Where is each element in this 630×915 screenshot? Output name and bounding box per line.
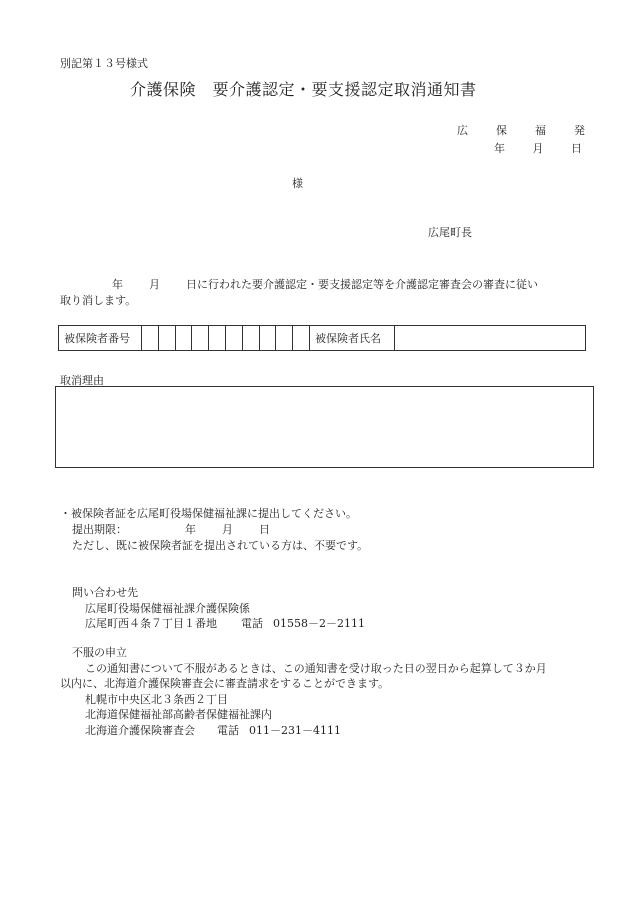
- insured-number-digit-cell[interactable]: [276, 326, 293, 350]
- reason-label: 取消理由: [60, 374, 104, 387]
- body-text-line2: 取り消します。: [60, 294, 137, 307]
- appeal-dept: 北海道保健福祉部高齢者保健福祉課内: [85, 708, 272, 721]
- contact-heading: 問い合わせ先: [72, 586, 138, 599]
- body-date-month: 月: [149, 278, 160, 291]
- notice-line1: ・被保険者証を広尾町役場保健福祉課に提出してください。: [60, 507, 357, 520]
- contact-section: [72, 585, 365, 632]
- appeal-org-line: [60, 723, 389, 739]
- insured-number-digit-cell[interactable]: [192, 326, 209, 350]
- appeal-text2: 以内に、北海道介護保険審査会に審査請求をすることができます。: [60, 677, 390, 690]
- reason-field[interactable]: [55, 386, 594, 468]
- insured-number-digit-cell[interactable]: [209, 326, 226, 350]
- issuer-name: 広尾町長: [428, 226, 472, 239]
- appeal-org: 北海道介護保険審査会: [85, 723, 195, 737]
- insured-number-digit-cell[interactable]: [226, 326, 243, 350]
- appeal-heading: 不服の申立: [72, 646, 127, 659]
- body-text-line1: [60, 276, 538, 292]
- deadline-day: 日: [259, 523, 270, 536]
- issue-number-char: 広: [457, 124, 468, 137]
- insured-number-label: 被保険者番号: [59, 326, 142, 350]
- contact-phone: 01558－2－2111: [273, 617, 365, 630]
- appeal-continued: [60, 676, 389, 738]
- form-id: 別記第１３号様式: [60, 57, 148, 70]
- insured-number-digit-cell[interactable]: [176, 326, 193, 350]
- appeal-section: [72, 645, 547, 676]
- contact-dept: 広尾町役場保健福祉課介護保険係: [85, 601, 250, 615]
- issue-number: [457, 122, 585, 138]
- appeal-address: 札幌市中央区北３条西２丁目: [85, 692, 228, 706]
- insured-number-digit-cell[interactable]: [260, 326, 277, 350]
- deadline-year: 年: [185, 523, 196, 536]
- contact-phone-label: 電話: [241, 617, 263, 630]
- issue-date: [494, 140, 582, 156]
- body-text-rest: 日に行われた要介護認定・要支援認定等を介護認定審査会の審査に従い: [186, 278, 538, 291]
- appeal-phone: 011－231－4111: [249, 723, 341, 737]
- deadline-month: 月: [222, 523, 233, 536]
- insured-number-digit-cell[interactable]: [142, 326, 159, 350]
- appeal-phone-label: 電話: [217, 723, 239, 737]
- insured-number-digit-cell[interactable]: [243, 326, 260, 350]
- issue-number-char: 発: [574, 124, 585, 137]
- insured-info-table: [58, 325, 586, 351]
- insured-number-digit-cell[interactable]: [159, 326, 176, 350]
- deadline-label: 提出期限：: [72, 523, 127, 536]
- issue-number-char: 保: [496, 124, 507, 137]
- deadline-line: [60, 522, 368, 538]
- issue-date-day: 日: [571, 142, 582, 155]
- insured-name-label: 被保険者氏名: [310, 326, 395, 350]
- contact-address: 広尾町西４条７丁目１番地: [85, 617, 217, 630]
- issue-date-year: 年: [494, 142, 505, 155]
- issue-number-char: 福: [535, 124, 546, 137]
- appeal-text1: この通知書について不服があるときは、この通知書を受け取った日の翌日から起算して３か月: [85, 661, 547, 675]
- insured-name-field[interactable]: [395, 326, 585, 350]
- issue-date-month: 月: [532, 142, 544, 155]
- insured-number-digit-cell[interactable]: [293, 326, 310, 350]
- notice-line3: ただし、既に被保険者証を提出されている方は、不要です。: [72, 539, 369, 552]
- addressee-honorific: 様: [292, 177, 303, 190]
- contact-address-line: [72, 616, 365, 632]
- body-date-year: 年: [112, 278, 123, 291]
- submission-notice: [60, 506, 368, 554]
- document-title: 介護保険 要介護認定・要支援認定取消通知書: [130, 80, 477, 99]
